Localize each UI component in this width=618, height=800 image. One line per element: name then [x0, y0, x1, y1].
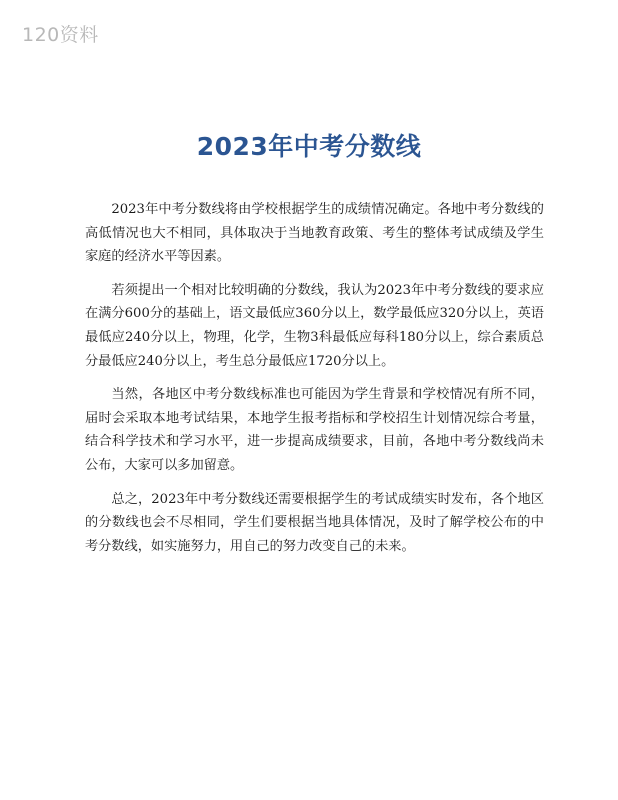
- paragraph-4: 总之，2023年中考分数线还需要根据学生的考试成绩实时发布，各个地区的分数线也会不尽相同，学生们要根据当地具体情况，及时了解学校公布的中考分数线，如实施努力，用自己的努力改变自己的未来。: [85, 491, 544, 554]
- document-title: 2023年中考分数线: [196, 132, 422, 161]
- paragraph-3: 当然，各地区中考分数线标准也可能因为学生背景和学校情况有所不同，届时会采取本地考试结果，本地学生报考指标和学校招生计划情况综合考量，结合科学技术和学习水平，进一步提高成绩要求，目前，各地中考分数线尚未公布，大家可以多加留意。: [85, 387, 544, 473]
- paragraph-2: 若须提出一个相对比较明确的分数线，我认为2023年中考分数线的要求应在满分600分的基础上，语文最低应360分以上，数学最低应320分以上，英语最低应240分以上，物理，化学，生物3科最低应每科180分以上，综合素质总分最低应240分以上，考生总分最低应1720分以上。: [85, 282, 544, 369]
- watermark-logo: 120资料: [22, 24, 99, 46]
- document-body: [85, 198, 544, 568]
- paragraph-1: 2023年中考分数线将由学校根据学生的成绩情况确定。各地中考分数线的高低情况也大不相同，具体取决于当地教育政策、考生的整体考试成绩及学生家庭的经济水平等因素。: [85, 202, 544, 265]
